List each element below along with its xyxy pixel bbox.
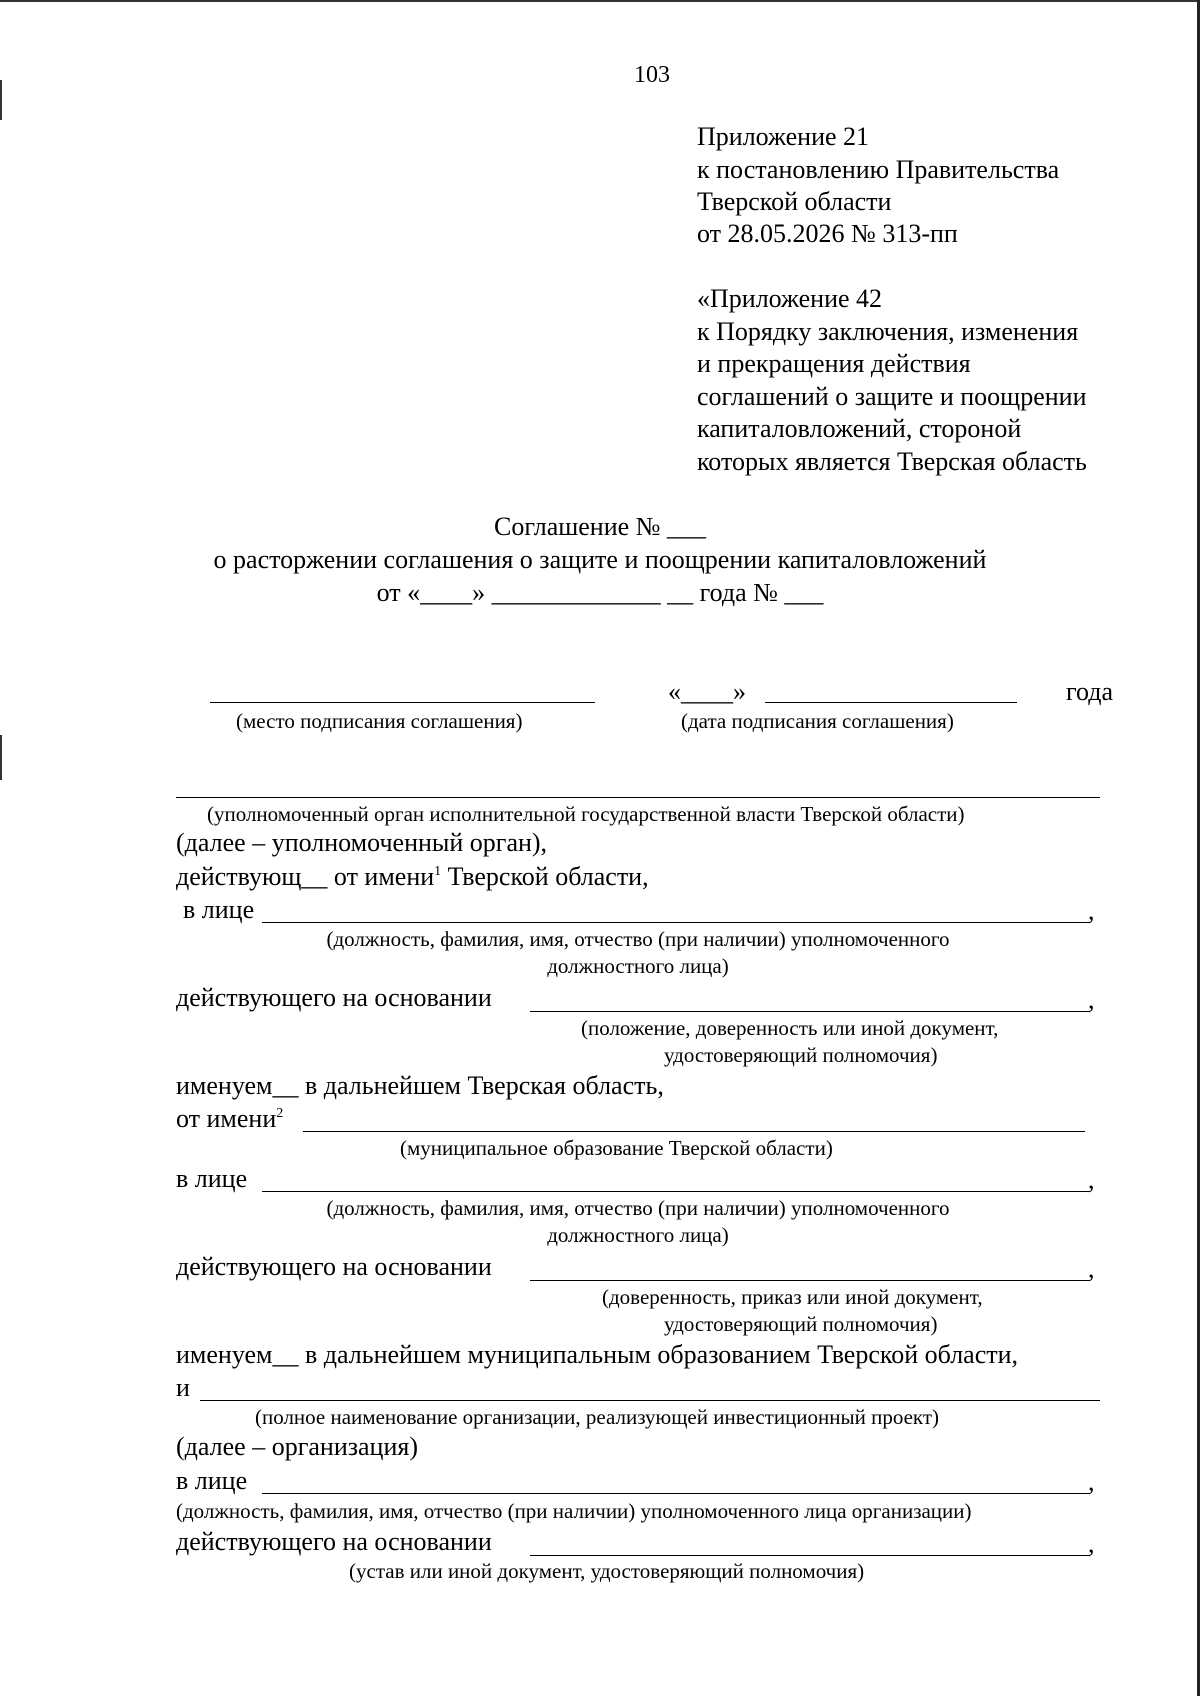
comma: , (1088, 896, 1095, 925)
org-official-blank[interactable] (262, 1493, 1090, 1494)
org-official-caption: (должность, фамилия, имя, отчество (при наличии) уполномоченного лица организации) (176, 1499, 972, 1523)
scan-edge (0, 0, 1200, 2)
comma: , (1088, 1529, 1095, 1558)
appendix-line: соглашений о защите и поощрении (697, 382, 1087, 411)
comma: , (1088, 1254, 1095, 1283)
scan-mark (0, 735, 2, 780)
municipality-caption: (муниципальное образование Тверской области) (400, 1136, 833, 1160)
appendix-line: от 28.05.2026 № 313-пп (697, 219, 958, 248)
in-person-label: в лице (176, 1466, 248, 1495)
and-label: и (176, 1373, 190, 1402)
authority-caption: (уполномоченный орган исполнительной государственной власти Тверской области) (207, 802, 965, 826)
appendix-line: капиталовложений, стороной (697, 414, 1022, 443)
basis-caption: (доверенность, приказ или иной документ, (602, 1285, 983, 1309)
official-caption: (должность, фамилия, имя, отчество (при наличии) уполномоченного (326, 1196, 950, 1220)
agreement-date-line: от «____» _____________ __ года № ___ (376, 578, 824, 607)
date-blank[interactable] (765, 702, 1017, 703)
appendix-line: Тверской области (697, 187, 892, 216)
official-blank[interactable] (262, 922, 1090, 923)
appendix-line: к Порядку заключения, изменения (697, 317, 1079, 346)
date-caption: (дата подписания соглашения) (681, 709, 954, 733)
place-blank[interactable] (210, 702, 595, 703)
comma: , (1088, 985, 1095, 1014)
appendix-line: которых является Тверская область (697, 447, 1087, 476)
official-caption: (должность, фамилия, имя, отчество (при наличии) уполномоченного (326, 927, 950, 951)
basis-blank[interactable] (530, 1280, 1090, 1281)
year-word: года (1066, 677, 1114, 706)
basis-caption: (положение, доверенность или иной документ, (581, 1016, 999, 1040)
official-caption: должностного лица) (547, 1223, 729, 1247)
basis-caption: удостоверяющий полномочия) (664, 1043, 938, 1067)
charter-caption: (устав или иной документ, удостоверяющий полномочия) (349, 1559, 865, 1583)
acting-basis-label: действующего на основании (176, 983, 492, 1012)
acting-basis-label: действующего на основании (176, 1527, 492, 1556)
named-municipality: именуем__ в дальнейшем муниципальным образованием Тверской области, (176, 1340, 1019, 1369)
agreement-subtitle: о расторжении соглашения о защите и поощрении капиталовложений (213, 545, 987, 574)
signing-date-quote: «____» (668, 677, 746, 706)
acting-basis-label: действующего на основании (176, 1252, 492, 1281)
acting-on-behalf: действующ__ от имени$^1$ Тверской области, (176, 862, 649, 891)
organization-caption: (полное наименование организации, реализующей инвестиционный проект) (255, 1405, 940, 1429)
further-authority: (далее – уполномоченный орган), (176, 828, 548, 857)
agreement-title: Соглашение № ___ (494, 512, 706, 541)
comma: , (1088, 1467, 1095, 1496)
appendix-line: к постановлению Правительства (697, 155, 1060, 184)
official-blank[interactable] (262, 1191, 1090, 1192)
appendix-line: «Приложение 42 (697, 284, 883, 313)
municipality-blank[interactable] (303, 1131, 1085, 1132)
scan-mark (0, 80, 2, 120)
further-organization: (далее – организация) (176, 1432, 418, 1461)
official-caption: должностного лица) (547, 954, 729, 978)
basis-caption: удостоверяющий полномочия) (664, 1312, 938, 1336)
in-person-label: в лице (183, 895, 255, 924)
on-behalf-label: от имени$^2$ (176, 1104, 284, 1133)
appendix-line: Приложение 21 (697, 122, 870, 151)
page-number: 103 (634, 62, 670, 88)
named-region: именуем__ в дальнейшем Тверская область, (176, 1071, 664, 1100)
charter-blank[interactable] (530, 1555, 1090, 1556)
organization-blank[interactable] (200, 1400, 1100, 1401)
in-person-label: в лице (176, 1164, 248, 1193)
authority-blank[interactable] (176, 797, 1100, 798)
place-caption: (место подписания соглашения) (236, 709, 523, 733)
comma: , (1088, 1165, 1095, 1194)
basis-blank[interactable] (530, 1011, 1090, 1012)
appendix-line: и прекращения действия (697, 349, 971, 378)
